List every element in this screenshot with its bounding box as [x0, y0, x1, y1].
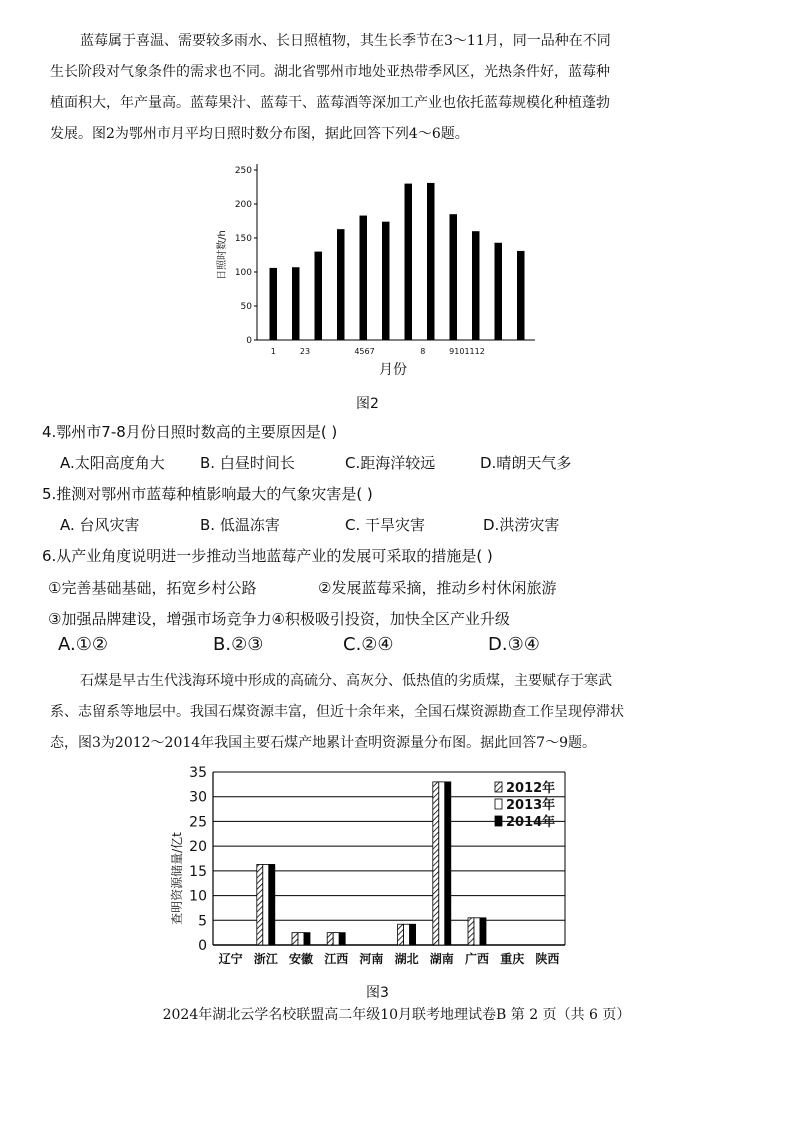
- q6-item-2: ②发展蓝莓采摘，推动乡村休闲旅游: [318, 579, 557, 597]
- fig3-bar: [480, 918, 486, 945]
- fig3-legend-label: 2013年: [506, 798, 556, 813]
- fig3-bar: [398, 924, 404, 945]
- intro-paragraph-blueberry: [50, 26, 750, 150]
- fig3-y-tick-label: 25: [189, 814, 207, 831]
- intro2-line-3: 态，图3为2012～2014年我国主要石煤产地累计查明资源量分布图。据此回答7～9题。: [50, 735, 596, 751]
- fig3-bar: [298, 933, 304, 945]
- question-6-stem: 6.从产业角度说明进一步推动当地蓝莓产业的发展可采取的措施是( ): [42, 547, 493, 565]
- fig3-x-tick-label: 浙江: [253, 952, 278, 966]
- fig3-x-tick-label: 陕西: [535, 952, 560, 966]
- fig3-x-tick-label: 湖南: [429, 952, 454, 966]
- fig2-x-tick-label: 4567: [354, 347, 375, 356]
- fig3-bar: [404, 924, 410, 945]
- fig2-y-tick-label: 200: [234, 200, 252, 210]
- q4-option-b[interactable]: B. 白昼时间长: [200, 454, 295, 472]
- fig2-x-tick-label: 23: [299, 347, 311, 356]
- q4-option-c[interactable]: C.距海洋较远: [345, 454, 436, 472]
- question-4-stem: 4.鄂州市7-8月份日照时数高的主要原因是( ): [42, 423, 338, 441]
- fig2-y-tick-label: 50: [240, 302, 252, 312]
- fig2-bar: [270, 268, 278, 340]
- fig3-bar: [292, 933, 298, 945]
- figure-2-sunshine-chart: [205, 158, 565, 388]
- fig3-x-tick-label: 河南: [359, 952, 384, 966]
- fig2-bar: [292, 267, 300, 340]
- intro2-line-2: 系、志留系等地层中。我国石煤资源丰富，但近十余年来，全国石煤资源勘查工作呈现停滞状: [50, 704, 624, 720]
- fig3-bar: [439, 782, 445, 945]
- fig3-legend-swatch: [495, 816, 502, 826]
- q5-option-b[interactable]: B. 低温冻害: [200, 516, 280, 534]
- question-5-stem: 5.推测对鄂州市蓝莓种植影响最大的气象灾害是( ): [42, 485, 373, 503]
- fig2-bar: [337, 229, 345, 340]
- figure-2-caption: 图2: [356, 396, 379, 412]
- fig3-bar: [433, 782, 439, 945]
- fig2-bar: [472, 231, 480, 340]
- q6-option-d[interactable]: D.③④: [488, 634, 540, 655]
- q5-option-d[interactable]: D.洪涝灾害: [483, 516, 560, 534]
- q6-item-1: ①完善基础基础，拓宽乡村公路: [48, 579, 257, 597]
- fig2-y-tick-label: 250: [234, 166, 252, 176]
- fig3-bar: [410, 924, 416, 945]
- fig3-bar: [333, 933, 339, 945]
- fig3-bar: [339, 933, 345, 945]
- q5-option-c[interactable]: C. 干旱灾害: [345, 516, 426, 534]
- fig3-bar: [468, 918, 474, 945]
- fig3-y-tick-label: 10: [189, 888, 207, 905]
- fig3-y-tick-label: 0: [198, 938, 207, 954]
- q6-option-a[interactable]: A.①②: [58, 634, 108, 655]
- fig3-legend-swatch: [495, 782, 502, 792]
- fig2-bar: [405, 184, 413, 340]
- intro1-line-3: 植面积大，年产量高。蓝莓果汁、蓝莓干、蓝莓酒等深加工产业也依托蓝莓规模化种植蓬勃: [50, 95, 610, 111]
- intro1-line-4: 发展。图2为鄂州市月平均日照时数分布图，据此回答下列4～6题。: [50, 126, 469, 142]
- fig3-bar: [304, 933, 310, 945]
- fig3-legend-swatch: [495, 799, 502, 809]
- fig3-x-tick-label: 安徽: [288, 952, 314, 966]
- q6-option-b[interactable]: B.②③: [213, 634, 264, 655]
- fig3-y-tick-label: 35: [189, 765, 207, 781]
- fig2-y-axis-label: 日照时数/h: [217, 230, 228, 280]
- fig3-bar: [327, 933, 333, 945]
- fig3-y-tick-label: 15: [189, 863, 207, 880]
- fig3-bar: [445, 782, 451, 945]
- page-footer: 2024年湖北云学名校联盟高二年级10月联考地理试卷B 第 2 页（共 6 页）: [162, 1007, 631, 1023]
- fig3-x-tick-label: 重庆: [500, 952, 525, 966]
- fig3-y-tick-label: 20: [189, 839, 207, 856]
- fig2-bar: [517, 251, 525, 340]
- q6-option-c[interactable]: C.②④: [343, 634, 394, 655]
- fig2-bar: [382, 222, 390, 340]
- fig2-y-tick-label: 100: [234, 268, 252, 278]
- fig3-y-tick-label: 5: [198, 913, 207, 930]
- fig2-bar: [315, 252, 323, 340]
- intro-paragraph-stone-coal: [50, 666, 750, 759]
- q4-option-d[interactable]: D.晴朗天气多: [480, 454, 572, 472]
- fig3-bar: [257, 864, 263, 945]
- fig3-legend-label: 2012年: [506, 781, 556, 796]
- fig3-x-tick-label: 辽宁: [218, 952, 243, 966]
- fig2-bar: [450, 214, 458, 340]
- fig2-bar: [427, 183, 435, 340]
- fig3-bar: [474, 918, 480, 945]
- fig3-x-tick-label: 广西: [464, 952, 490, 966]
- fig3-x-tick-label: 江西: [324, 952, 349, 966]
- figure-3-caption: 图3: [366, 985, 389, 1001]
- fig2-y-tick-label: 0: [246, 336, 252, 346]
- figure-3-stone-coal-chart: [165, 760, 585, 975]
- fig2-x-axis-label: 月份: [379, 362, 407, 378]
- q4-option-a[interactable]: A.太阳高度角大: [60, 454, 165, 472]
- q5-option-a[interactable]: A. 台风灾害: [60, 516, 140, 534]
- fig2-x-tick-label: 1: [270, 347, 276, 356]
- intro1-line-1: 蓝莓属于喜温、需要较多雨水、长日照植物，其生长季节在3～11月，同一品种在不同: [80, 33, 611, 49]
- fig3-y-axis-label: 查明资源储量/亿t: [170, 832, 184, 925]
- fig3-bar: [263, 864, 269, 945]
- fig3-x-tick-label: 湖北: [394, 952, 419, 966]
- q6-item-3: ③加强品牌建设，增强市场竞争力④积极吸引投资，加快全区产业升级: [48, 610, 510, 628]
- fig3-legend-label: 2014年: [506, 815, 556, 830]
- fig3-y-tick-label: 30: [189, 789, 207, 806]
- fig2-bar: [495, 243, 503, 340]
- fig2-x-tick-label: 9101112: [449, 347, 485, 356]
- fig3-bar: [269, 864, 275, 945]
- intro2-line-1: 石煤是早古生代浅海环境中形成的高硫分、高灰分、低热值的劣质煤，主要赋存于寒武: [80, 673, 612, 689]
- fig2-x-tick-label: 8: [420, 347, 426, 356]
- fig2-bar: [360, 216, 368, 340]
- fig2-y-tick-label: 150: [234, 234, 252, 244]
- intro1-line-2: 生长阶段对气象条件的需求也不同。湖北省鄂州市地处亚热带季风区，光热条件好，蓝莓种: [50, 64, 610, 80]
